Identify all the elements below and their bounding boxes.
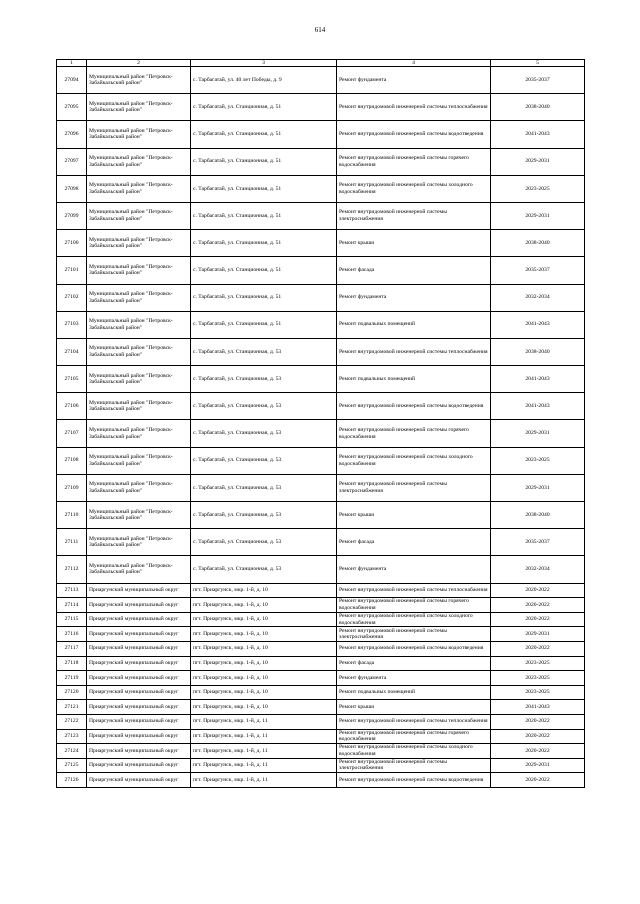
row-number: 27120 xyxy=(57,685,87,700)
period-cell: 2023-2025 xyxy=(491,671,585,686)
district-cell: Приаргунский муниципальный округ xyxy=(87,627,191,642)
address-cell: с. Тарбагатай, ул. Станционная, д. 51 xyxy=(191,257,337,284)
work-type-cell: Ремонт внутридомовой инженерной системы электроснабжения xyxy=(337,202,491,229)
period-cell: 2038-2040 xyxy=(491,230,585,257)
table-row xyxy=(57,67,585,94)
row-number: 27122 xyxy=(57,714,87,729)
period-cell: 2032-2034 xyxy=(491,556,585,583)
address-cell: пгт. Приаргунск, мкр. 1-й, д. 10 xyxy=(191,583,337,598)
table-row xyxy=(57,230,585,257)
period-cell: 2038-2040 xyxy=(491,338,585,365)
address-cell: с. Тарбагатай, ул. Станционная, д. 53 xyxy=(191,338,337,365)
district-cell: Муниципальный район "Петровск-Забайкальский район" xyxy=(87,529,191,556)
district-cell: Муниципальный район "Петровск-Забайкальский район" xyxy=(87,202,191,229)
period-cell: 2020-2022 xyxy=(491,583,585,598)
district-cell: Муниципальный район "Петровск-Забайкальский район" xyxy=(87,94,191,121)
work-type-cell: Ремонт внутридомовой инженерной системы теплоснабжения xyxy=(337,714,491,729)
table-row xyxy=(57,641,585,656)
table-row xyxy=(57,612,585,627)
table-row xyxy=(57,556,585,583)
table-row xyxy=(57,502,585,529)
table-row xyxy=(57,758,585,773)
period-cell: 2029-2031 xyxy=(491,627,585,642)
row-number: 27116 xyxy=(57,627,87,642)
row-number: 27109 xyxy=(57,474,87,501)
period-cell: 2029-2031 xyxy=(491,148,585,175)
period-cell: 2041-2043 xyxy=(491,121,585,148)
table-row xyxy=(57,656,585,671)
district-cell: Муниципальный район "Петровск-Забайкальский район" xyxy=(87,311,191,338)
address-cell: с. Тарбагатай, ул. Станционная, д. 53 xyxy=(191,474,337,501)
address-cell: пгт. Приаргунск, мкр. 1-й, д. 11 xyxy=(191,744,337,759)
table-row xyxy=(57,773,585,788)
work-type-cell: Ремонт фасада xyxy=(337,656,491,671)
address-cell: пгт. Приаргунск, мкр. 1-й, д. 10 xyxy=(191,598,337,613)
address-cell: пгт. Приаргунск, мкр. 1-й, д. 10 xyxy=(191,612,337,627)
row-number: 27096 xyxy=(57,121,87,148)
table-row xyxy=(57,598,585,613)
work-type-cell: Ремонт фундамента xyxy=(337,556,491,583)
district-cell: Приаргунский муниципальный округ xyxy=(87,641,191,656)
work-type-cell: Ремонт внутридомовой инженерной системы горячего водоснабжения xyxy=(337,598,491,613)
district-cell: Приаргунский муниципальный округ xyxy=(87,714,191,729)
row-number: 27121 xyxy=(57,700,87,715)
header-cell-4: 4 xyxy=(337,60,491,67)
work-type-cell: Ремонт подвальных помещений xyxy=(337,366,491,393)
work-type-cell: Ремонт внутридомовой инженерной системы водоотведения xyxy=(337,641,491,656)
district-cell: Муниципальный район "Петровск-Забайкальский район" xyxy=(87,230,191,257)
district-cell: Приаргунский муниципальный округ xyxy=(87,598,191,613)
address-cell: с. Тарбагатай, ул. Станционная, д. 51 xyxy=(191,175,337,202)
table-row xyxy=(57,474,585,501)
work-type-cell: Ремонт внутридомовой инженерной системы электроснабжения xyxy=(337,758,491,773)
header-cell-1: 1 xyxy=(57,60,87,67)
row-number: 27097 xyxy=(57,148,87,175)
district-cell: Приаргунский муниципальный округ xyxy=(87,744,191,759)
district-cell: Приаргунский муниципальный округ xyxy=(87,612,191,627)
period-cell: 2029-2031 xyxy=(491,758,585,773)
period-cell: 2038-2040 xyxy=(491,502,585,529)
row-number: 27112 xyxy=(57,556,87,583)
period-cell: 2020-2022 xyxy=(491,714,585,729)
district-cell: Муниципальный район "Петровск-Забайкальский район" xyxy=(87,556,191,583)
row-number: 27103 xyxy=(57,311,87,338)
row-number: 27115 xyxy=(57,612,87,627)
table-row xyxy=(57,284,585,311)
address-cell: пгт. Приаргунск, мкр. 1-й, д. 11 xyxy=(191,714,337,729)
period-cell: 2035-2037 xyxy=(491,67,585,94)
header-cell-3: 3 xyxy=(191,60,337,67)
work-type-cell: Ремонт фундамента xyxy=(337,671,491,686)
work-type-cell: Ремонт фундамента xyxy=(337,284,491,311)
address-cell: пгт. Приаргунск, мкр. 1-й, д. 10 xyxy=(191,641,337,656)
work-type-cell: Ремонт внутридомовой инженерной системы горячего водоснабжения xyxy=(337,420,491,447)
work-type-cell: Ремонт подвальных помещений xyxy=(337,311,491,338)
row-number: 27101 xyxy=(57,257,87,284)
table-row xyxy=(57,148,585,175)
table-row xyxy=(57,671,585,686)
table-row xyxy=(57,583,585,598)
work-type-cell: Ремонт внутридомовой инженерной системы холодного водоснабжения xyxy=(337,175,491,202)
period-cell: 2023-2025 xyxy=(491,685,585,700)
district-cell: Муниципальный район "Петровск-Забайкальский район" xyxy=(87,474,191,501)
address-cell: пгт. Приаргунск, мкр. 1-й, д. 10 xyxy=(191,671,337,686)
work-type-cell: Ремонт внутридомовой инженерной системы горячего водоснабжения xyxy=(337,148,491,175)
address-cell: с. Тарбагатай, ул. Станционная, д. 51 xyxy=(191,148,337,175)
address-cell: с. Тарбагатай, ул. 40 лет Победы, д. 9 xyxy=(191,67,337,94)
address-cell: с. Тарбагатай, ул. Станционная, д. 53 xyxy=(191,447,337,474)
district-cell: Муниципальный район "Петровск-Забайкальский район" xyxy=(87,338,191,365)
table-row xyxy=(57,257,585,284)
work-type-cell: Ремонт внутридомовой инженерной системы электроснабжения xyxy=(337,474,491,501)
table-row xyxy=(57,685,585,700)
period-cell: 2029-2031 xyxy=(491,474,585,501)
address-cell: пгт. Приаргунск, мкр. 1-й, д. 11 xyxy=(191,758,337,773)
work-type-cell: Ремонт фасада xyxy=(337,257,491,284)
period-cell: 2023-2025 xyxy=(491,447,585,474)
row-number: 27108 xyxy=(57,447,87,474)
district-cell: Муниципальный район "Петровск-Забайкальский район" xyxy=(87,366,191,393)
address-cell: пгт. Приаргунск, мкр. 1-й, д. 11 xyxy=(191,773,337,788)
district-cell: Приаргунский муниципальный округ xyxy=(87,773,191,788)
district-cell: Муниципальный район "Петровск-Забайкальский район" xyxy=(87,148,191,175)
period-cell: 2041-2043 xyxy=(491,311,585,338)
district-cell: Приаргунский муниципальный округ xyxy=(87,656,191,671)
work-type-cell: Ремонт крыши xyxy=(337,502,491,529)
row-number: 27100 xyxy=(57,230,87,257)
period-cell: 2023-2025 xyxy=(491,656,585,671)
period-cell: 2020-2022 xyxy=(491,598,585,613)
address-cell: с. Тарбагатай, ул. Станционная, д. 51 xyxy=(191,202,337,229)
row-number: 27110 xyxy=(57,502,87,529)
page-number: 614 xyxy=(314,26,326,34)
district-cell: Приаргунский муниципальный округ xyxy=(87,583,191,598)
table-row xyxy=(57,94,585,121)
work-type-cell: Ремонт фундамента xyxy=(337,67,491,94)
address-cell: с. Тарбагатай, ул. Станционная, д. 53 xyxy=(191,529,337,556)
period-cell: 2041-2043 xyxy=(491,700,585,715)
address-cell: с. Тарбагатай, ул. Станционная, д. 53 xyxy=(191,502,337,529)
work-type-cell: Ремонт внутридомовой инженерной системы электроснабжения xyxy=(337,627,491,642)
table-row xyxy=(57,121,585,148)
header-cell-5: 5 xyxy=(491,60,585,67)
district-cell: Приаргунский муниципальный округ xyxy=(87,729,191,744)
period-cell: 2035-2037 xyxy=(491,529,585,556)
district-cell: Муниципальный район "Петровск-Забайкальский район" xyxy=(87,502,191,529)
work-type-cell: Ремонт внутридомовой инженерной системы теплоснабжения xyxy=(337,338,491,365)
work-type-cell: Ремонт внутридомовой инженерной системы холодного водоснабжения xyxy=(337,744,491,759)
table-row xyxy=(57,729,585,744)
table-row xyxy=(57,338,585,365)
period-cell: 2020-2022 xyxy=(491,612,585,627)
header-row xyxy=(57,60,585,67)
work-type-cell: Ремонт внутридомовой инженерной системы горячего водоснабжения xyxy=(337,729,491,744)
district-cell: Муниципальный район "Петровск-Забайкальский район" xyxy=(87,420,191,447)
table-row xyxy=(57,529,585,556)
work-type-cell: Ремонт внутридомовой инженерной системы водоотведения xyxy=(337,121,491,148)
header-cell-2: 2 xyxy=(87,60,191,67)
table-row xyxy=(57,420,585,447)
row-number: 27102 xyxy=(57,284,87,311)
period-cell: 2041-2043 xyxy=(491,393,585,420)
row-number: 27117 xyxy=(57,641,87,656)
district-cell: Приаргунский муниципальный округ xyxy=(87,685,191,700)
period-cell: 2020-2022 xyxy=(491,641,585,656)
row-number: 27118 xyxy=(57,656,87,671)
address-cell: с. Тарбагатай, ул. Станционная, д. 51 xyxy=(191,230,337,257)
table-row xyxy=(57,393,585,420)
work-type-cell: Ремонт крыши xyxy=(337,230,491,257)
period-cell: 2020-2022 xyxy=(491,744,585,759)
row-number: 27098 xyxy=(57,175,87,202)
row-number: 27119 xyxy=(57,671,87,686)
period-cell: 2020-2022 xyxy=(491,773,585,788)
district-cell: Муниципальный район "Петровск-Забайкальский район" xyxy=(87,121,191,148)
address-cell: с. Тарбагатай, ул. Станционная, д. 53 xyxy=(191,393,337,420)
row-number: 27113 xyxy=(57,583,87,598)
row-number: 27111 xyxy=(57,529,87,556)
period-cell: 2032-2034 xyxy=(491,284,585,311)
work-type-cell: Ремонт внутридомовой инженерной системы водоотведения xyxy=(337,773,491,788)
work-type-cell: Ремонт внутридомовой инженерной системы теплоснабжения xyxy=(337,94,491,121)
table-row xyxy=(57,447,585,474)
address-cell: с. Тарбагатай, ул. Станционная, д. 51 xyxy=(191,121,337,148)
district-cell: Муниципальный район "Петровск-Забайкальский район" xyxy=(87,393,191,420)
row-number: 27125 xyxy=(57,758,87,773)
address-cell: пгт. Приаргунск, мкр. 1-й, д. 10 xyxy=(191,627,337,642)
address-cell: пгт. Приаргунск, мкр. 1-й, д. 10 xyxy=(191,656,337,671)
row-number: 27114 xyxy=(57,598,87,613)
period-cell: 2020-2022 xyxy=(491,729,585,744)
work-type-cell: Ремонт внутридомовой инженерной системы холодного водоснабжения xyxy=(337,447,491,474)
row-number: 27123 xyxy=(57,729,87,744)
table-row xyxy=(57,627,585,642)
period-cell: 2041-2043 xyxy=(491,366,585,393)
district-cell: Муниципальный район "Петровск-Забайкальский район" xyxy=(87,284,191,311)
table-row xyxy=(57,311,585,338)
address-cell: пгт. Приаргунск, мкр. 1-й, д. 10 xyxy=(191,700,337,715)
table-row xyxy=(57,714,585,729)
row-number: 27094 xyxy=(57,67,87,94)
work-type-cell: Ремонт фасада xyxy=(337,529,491,556)
repair-schedule-table xyxy=(56,59,585,788)
address-cell: с. Тарбагатай, ул. Станционная, д. 53 xyxy=(191,366,337,393)
work-type-cell: Ремонт внутридомовой инженерной системы холодного водоснабжения xyxy=(337,612,491,627)
table-row xyxy=(57,175,585,202)
row-number: 27107 xyxy=(57,420,87,447)
district-cell: Приаргунский муниципальный округ xyxy=(87,671,191,686)
district-cell: Муниципальный район "Петровск-Забайкальский район" xyxy=(87,257,191,284)
district-cell: Муниципальный район "Петровск-Забайкальский район" xyxy=(87,447,191,474)
row-number: 27106 xyxy=(57,393,87,420)
district-cell: Приаргунский муниципальный округ xyxy=(87,758,191,773)
address-cell: с. Тарбагатай, ул. Станционная, д. 51 xyxy=(191,94,337,121)
address-cell: с. Тарбагатай, ул. Станционная, д. 53 xyxy=(191,556,337,583)
period-cell: 2029-2031 xyxy=(491,420,585,447)
table-row xyxy=(57,700,585,715)
row-number: 27104 xyxy=(57,338,87,365)
work-type-cell: Ремонт внутридомовой инженерной системы теплоснабжения xyxy=(337,583,491,598)
address-cell: с. Тарбагатай, ул. Станционная, д. 51 xyxy=(191,284,337,311)
table-row xyxy=(57,366,585,393)
period-cell: 2029-2031 xyxy=(491,202,585,229)
district-cell: Муниципальный район "Петровск-Забайкальский район" xyxy=(87,67,191,94)
row-number: 27126 xyxy=(57,773,87,788)
table-row xyxy=(57,744,585,759)
row-number: 27099 xyxy=(57,202,87,229)
address-cell: пгт. Приаргунск, мкр. 1-й, д. 11 xyxy=(191,729,337,744)
period-cell: 2035-2037 xyxy=(491,257,585,284)
work-type-cell: Ремонт подвальных помещений xyxy=(337,685,491,700)
period-cell: 2023-2025 xyxy=(491,175,585,202)
district-cell: Муниципальный район "Петровск-Забайкальский район" xyxy=(87,175,191,202)
work-type-cell: Ремонт внутридомовой инженерной системы водоотведения xyxy=(337,393,491,420)
row-number: 27124 xyxy=(57,744,87,759)
address-cell: с. Тарбагатай, ул. Станционная, д. 51 xyxy=(191,311,337,338)
address-cell: пгт. Приаргунск, мкр. 1-й, д. 10 xyxy=(191,685,337,700)
row-number: 27095 xyxy=(57,94,87,121)
address-cell: с. Тарбагатай, ул. Станционная, д. 53 xyxy=(191,420,337,447)
row-number: 27105 xyxy=(57,366,87,393)
period-cell: 2038-2040 xyxy=(491,94,585,121)
table-body xyxy=(57,60,585,788)
work-type-cell: Ремонт крыши xyxy=(337,700,491,715)
table-row xyxy=(57,202,585,229)
district-cell: Приаргунский муниципальный округ xyxy=(87,700,191,715)
